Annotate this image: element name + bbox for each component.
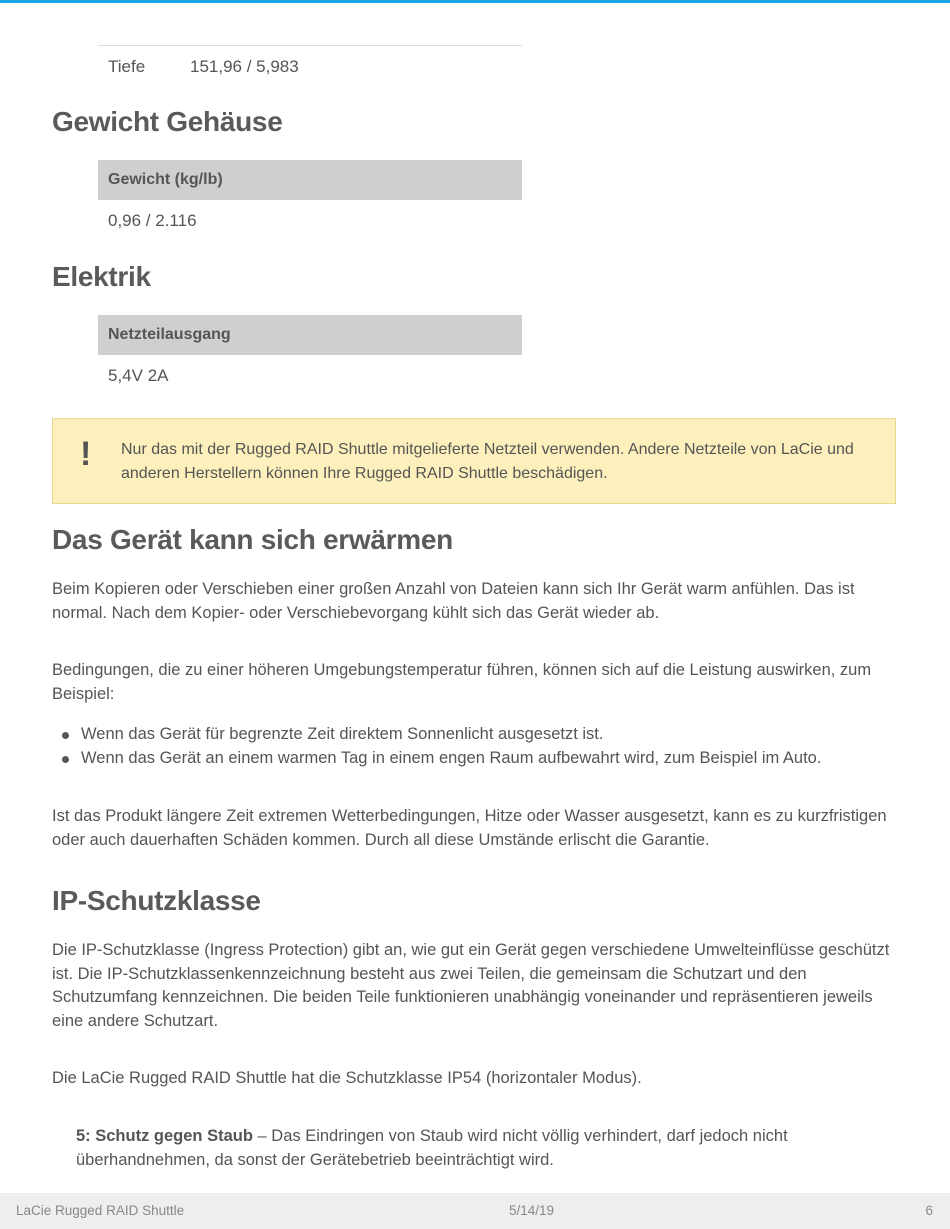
power-output-column-header: Netzteilausgang bbox=[98, 315, 522, 355]
dimension-value: 151,96 / 5,983 bbox=[190, 57, 299, 76]
dimension-label: Tiefe bbox=[108, 57, 146, 76]
ip-heading: IP-Schutzklasse bbox=[52, 885, 261, 916]
list-item: Wenn das Gerät an einem warmen Tag in einem engen Raum aufbewahrt wird, zum Beispiel im Auto. bbox=[52, 747, 821, 771]
footer-date: 5/14/19 bbox=[509, 1203, 555, 1218]
weight-value: 0,96 / 2.116 bbox=[108, 211, 197, 230]
power-output-value: 5,4V 2A bbox=[108, 366, 169, 385]
dimensions-table bbox=[98, 45, 522, 88]
ip-dust-item-title: 5: Schutz gegen Staub bbox=[76, 1127, 253, 1145]
footer-page-number: 6 bbox=[925, 1203, 933, 1218]
top-accent-line bbox=[0, 0, 950, 3]
exclamation-icon: ! bbox=[80, 435, 92, 473]
page-footer bbox=[0, 1193, 950, 1229]
ip-dust-item bbox=[76, 1125, 876, 1172]
heat-conditions-list bbox=[52, 723, 821, 770]
ip-paragraph-1: Die IP-Schutzklasse (Ingress Protection) gibt an, wie gut ein Gerät gegen verschiedene Umwelteinflüsse geschützt ist. Die IP-Schutzklassenkennzeichnung besteht aus zwei Teilen, die gemeinsam die Schutzart und den Schutzumfang kennzeichnen. Die beiden Teile funktionieren unabhängig voneinander und repräsentieren jeweils eine andere Schutzart. bbox=[52, 941, 890, 1030]
weight-table bbox=[98, 160, 522, 242]
heat-paragraph-3: Ist das Produkt längere Zeit extremen Wetterbedingungen, Hitze oder Wasser ausgesetzt, kann es zu kurzfristigen oder auch dauerhaften Schäden kommen. Durch all diese Umstände erlischt die Garantie. bbox=[52, 807, 887, 849]
heat-heading: Das Gerät kann sich erwärmen bbox=[52, 524, 453, 555]
electric-heading: Elektrik bbox=[52, 261, 151, 292]
weight-heading: Gewicht Gehäuse bbox=[52, 106, 283, 137]
electric-table bbox=[98, 315, 522, 397]
ip-dust-item-text: – Das Eindringen von Staub wird nicht völlig verhindert, darf jedoch nicht überhandnehmen, da sonst der Gerätebetrieb beeinträchtigt wird. bbox=[76, 1127, 788, 1169]
heat-paragraph-2: Bedingungen, die zu einer höheren Umgebungstemperatur führen, können sich auf die Leistung auswirken, zum Beispiel: bbox=[52, 661, 872, 703]
ip-paragraph-2: Die LaCie Rugged RAID Shuttle hat die Schutzklasse IP54 (horizontaler Modus). bbox=[52, 1069, 642, 1087]
heat-paragraph-1: Beim Kopieren oder Verschieben einer großen Anzahl von Dateien kann sich Ihr Gerät warm anfühlen. Das ist normal. Nach dem Kopier- oder Verschiebevorgang kühlt sich das Gerät wieder ab. bbox=[52, 580, 855, 622]
table-row bbox=[98, 45, 522, 88]
warning-text: Nur das mit der Rugged RAID Shuttle mitgelieferte Netzteil verwenden. Andere Netzteile von LaCie und anderen Herstellern können Ihre Rugged RAID Shuttle beschädigen. bbox=[121, 441, 854, 482]
list-item: Wenn das Gerät für begrenzte Zeit direktem Sonnenlicht ausgesetzt ist. bbox=[52, 723, 821, 747]
footer-product-name: LaCie Rugged RAID Shuttle bbox=[16, 1203, 185, 1218]
warning-callout bbox=[52, 418, 896, 504]
weight-column-header: Gewicht (kg/lb) bbox=[98, 160, 522, 200]
